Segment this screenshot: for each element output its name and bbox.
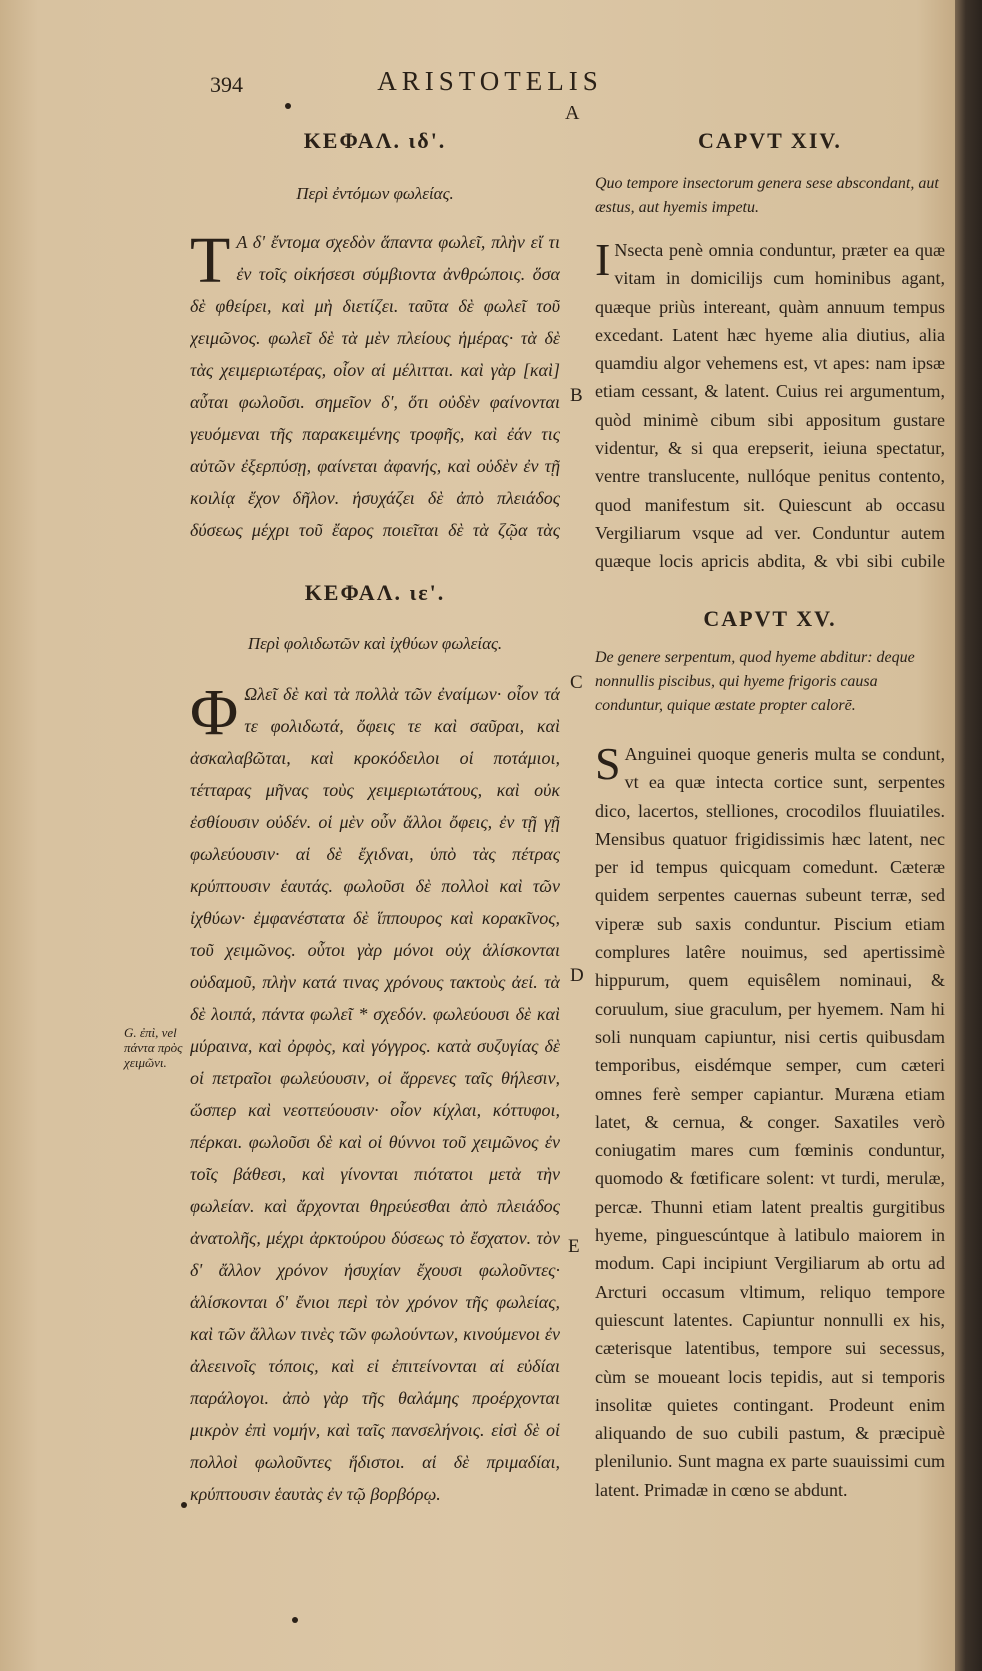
margin-letter-d: D xyxy=(570,965,584,986)
ink-dot xyxy=(292,1617,298,1623)
latin-chapter-14 xyxy=(595,128,945,576)
greek-ch14-text: Α δ' ἔντομα σχεδὸν ἅπαντα φωλεῖ, πλὴν εἴ τι ἐν τοῖς οἰκήσεσι σύμβιοντα ἀνθρώποις. ὅσα δὲ φθείρει, καὶ μὴ διετίζει. ταῦτα δὲ φωλεῖ τοῦ χειμῶνος. φωλεῖ δὲ τὰ μὲν πλείους ἡμέρας· τὰ δὲ τὰς χειμεριωτέρας, οἷον αἱ μέλιτται. καὶ γὰρ [καὶ] αὗται φωλοῦσι. σημεῖον δ', ὅτι οὐδὲν φαίνονται γευόμεναι τῆς παρακειμένης τροφῆς, καὶ ἐάν τις αὐτῶν ἐξερπύσῃ, φαίνεται ἀφανής, καὶ οὐδὲν ἐν τῇ κοιλίᾳ ἔχον δῆλον. ἡσυχάζει δὲ ἀπὸ πλειάδος δύσεως μέχρι τοῦ ἔαρος ποιεῖται δὲ τὰ ζῷα τὰς xyxy=(190,232,560,540)
margin-letter-e: E xyxy=(568,1236,580,1257)
page-edge-shadow xyxy=(955,0,982,1671)
latin-ch15-body xyxy=(595,740,945,1645)
running-title: ARISTOTELIS xyxy=(377,66,603,96)
greek-ch15-heading: ΚΕΦΑΛ. ιε'. xyxy=(304,580,446,605)
latin-ch14-text: Nsecta penè omnia conduntur, præter ea quæ vitam in domicilijs cum hominibus agant, quæque priùs intereant, quàm annuum tempus excedant. Latent hæc hyeme alia diutius, alia quamdiu algor vehemens est, vt apes: nam ipsæ etiam cessant, & latent. Cuius rei argumentum, quòd minimè cibum sibi appositum gustare videntur, & si qua erepserit, ieiuna spectatur, ventre translucente, nullóque penitus contento, quod manifestum sit. Quiescunt ab occasu Vergiliarum vsque ad ver. Conduntur autem quæque locis apricis abdita, & vbi sibi cubile xyxy=(595,240,945,572)
latin-ch15-dropcap: S xyxy=(595,740,621,789)
ink-dot xyxy=(285,103,291,109)
greek-ch14-heading: ΚΕΦΑΛ. ιδ'. xyxy=(303,128,447,153)
latin-ch15-subtitle: De genere serpentum, quod hyeme abditur: deque nonnullis piscibus, qui hyeme frigoris causa conduntur, quique æstate propter calorē. xyxy=(595,649,915,714)
latin-ch15-text: Anguinei quoque generis multa se condunt, vt ea quæ intecta cortice sunt, serpentes dico, lacertos, stelliones, crocodilos fluuiatiles. Mensibus quatuor frigidissimis hæc latent, nec per id tempus quicquam comedunt. Cæteræ quidem serpentes cauernas subeunt terræ, sed viperæ sub saxis conduntur. Piscium etiam complures latêre nouimus, sed apertissimè hippurum, quem equisêlem nominaui, & coruulum, siue graculum, per hyemem. Nam hi soli nunquam capiuntur, nisi certis quibusdam temporibus, eisdémque semper, cum cæteri omnes ferè semper capiantur. Muræna etiam latet, & cernua, & conger. Saxatiles verò coniugatim mares cum fœminis conduntur, quomodo & fœtificare solent: vt turdi, merulæ, percæ. Thunni etiam latent prealtis gurgitibus hyeme, pinguescúntque à latibulo maiorem in modum. Capi incipiunt Vergiliarum ab ortu ad Arcturi occasum vltimum, reliquo tempore quiescunt latentes. Capiuntur nonnulli ex his, cæterisque latentibus, tempore sui secessus, cùm se moueant locis tepidis, aut si temporis insolitæ quietes contingant. Prodeunt enim aliquando de suo cubili pastum, & præcipuè plenilunio. Sunt magna ex parte suauissimi cum latent. Primadæ in cœno se abdunt. xyxy=(595,744,945,1500)
latin-ch15-heading: CAPVT XV. xyxy=(703,606,837,631)
latin-ch14-dropcap: I xyxy=(595,236,611,285)
margin-note: G. ἐπὶ, vel πάντα πρὸς χειμῶνι. xyxy=(124,1025,183,1070)
latin-chapter-15 xyxy=(595,606,945,1645)
greek-ch14-body xyxy=(190,226,560,551)
latin-ch14-body xyxy=(595,236,945,576)
greek-chapter-15 xyxy=(190,580,560,1578)
page-number: 394 xyxy=(210,72,243,97)
greek-ch14-dropcap: Τ xyxy=(190,226,231,297)
latin-ch14-subtitle: Quo tempore insectorum genera sese abscondant, aut æstus, aut hyemis impetu. xyxy=(595,175,939,216)
greek-ch15-subtitle: Περὶ φολιδωτῶν καὶ ἰχθύων φωλείας. xyxy=(247,634,503,653)
margin-letter-b: B xyxy=(570,385,583,406)
ink-dot xyxy=(181,1502,187,1508)
greek-chapter-14 xyxy=(190,128,560,551)
greek-ch15-text: Ωλεῖ δὲ καὶ τὰ πολλὰ τῶν ἐναίμων· οἷον τά τε φολιδωτά, ὄφεις τε καὶ σαῦραι, καὶ ἀσκαλαβῶται, καὶ κροκόδειλοι οἱ ποτάμιοι, τέτταρας μῆνας τοὺς χειμεριωτάτους, καὶ οὐκ ἐσθίουσιν οὐδέν. οἱ μὲν οὖν ἄλλοι ὄφεις, ἐν τῇ γῇ φωλεύουσιν· αἱ δὲ ἔχιδναι, ὑπὸ τὰς πέτρας κρύπτουσιν ἑαυτάς. φωλοῦσι δὲ πολλοὶ καὶ τῶν ἰχθύων· ἐμφανέστατα δὲ ἵππουρος καὶ κορακῖνος, τοῦ χειμῶνος. οὗτοι γὰρ μόνοι οὐχ ἁλίσκονται οὐδαμοῦ, πλὴν κατά τινας χρόνους τακτοὺς ἀεί. τὰ δὲ λοιπά, πάντα φωλεῖ * σχεδόν. φωλεύουσι δὲ καὶ μύραινα, καὶ ὀρφὸς, καὶ γόγγρος. κατὰ συζυγίας δὲ οἱ πετραῖοι φωλεύουσιν, οἱ ἄρρενες ταῖς θήλεσιν, ὥσπερ καὶ νεοττεύουσιν· οἷον κίχλαι, κόττυφοι, πέρκαι. φωλοῦσι δὲ καὶ οἱ θύννοι τοῦ χειμῶνος ἐν τοῖς βάθεσι, καὶ γίνονται πιότατοι μετὰ τὴν φωλείαν. καὶ ἄρχονται θηρεύεσθαι ἀπὸ πλειάδος ἀνατολῆς, μέχρι ἀρκτούρου δύσεως τὸ ἔσχατον. τὸν δ' ἄλλον χρόνον ἡσυχίαν ἔχουσι φωλοῦντες· ἁλίσκονται δ' ἔνιοι περὶ τὸν χρόνον τῆς φωλείας, καὶ τῶν ἄλλων τινὲς τῶν φωλούντων, κινούμενοι ἐν ἀλεεινοῖς τόποις, καὶ εἰ ἐπιτείνονται αἱ εὐδίαι παράλογοι. ἀπὸ γὰρ τῆς θαλάμης προέρχονται μικρὸν ἐπὶ νομήν, καὶ ταῖς πανσελήνοις. εἰσὶ δὲ οἱ πολλοὶ φωλοῦντες ἥδιστοι. αἱ δὲ πριμαδίαι, κρύπτουσιν ἑαυτὰς ἐν τῷ βορβόρῳ. xyxy=(190,684,560,1504)
section-letter-a: A xyxy=(565,102,580,124)
latin-ch14-heading: CAPVT XIV. xyxy=(698,128,842,153)
greek-ch14-subtitle: Περὶ ἐντόμων φωλείας. xyxy=(296,184,454,203)
margin-letter-c: C xyxy=(570,672,583,693)
greek-ch15-body xyxy=(190,678,560,1578)
greek-ch15-dropcap: Φ xyxy=(190,678,239,749)
